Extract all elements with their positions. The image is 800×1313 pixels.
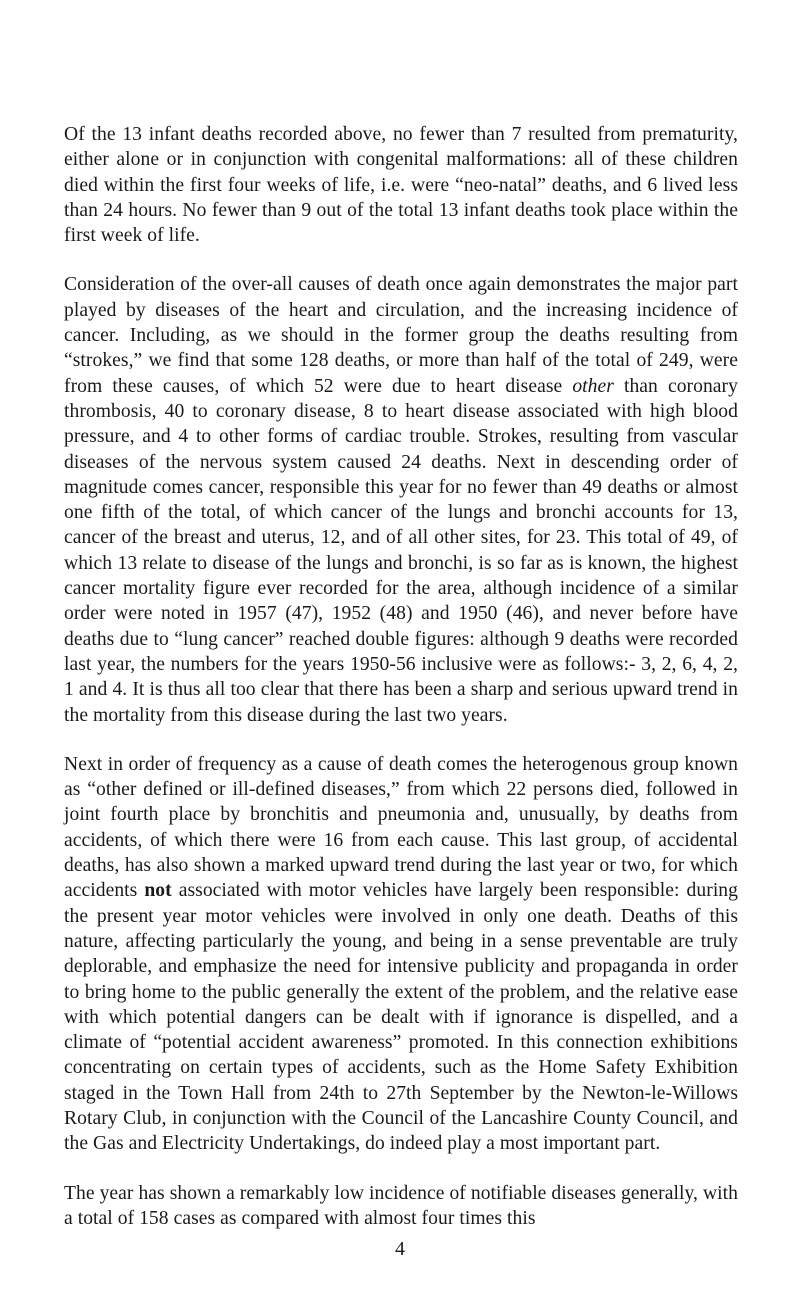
page-number: 4 xyxy=(395,1238,405,1260)
paragraph-text: associated with motor vehicles have largely been responsible: during the present year motor vehicles were involved in only one death. Deaths of this nature, affecting particularly the young, and being in a sense preventable are truly deplorable, and emphasize the need for intensive publicity and propaganda in order to bring home to the public generally the extent of the problem, and the relative ease with which potential dangers can be dealt with if ignorance is dispelled, and a climate of “potential accident awareness” promoted. In this connection exhibitions concentrating on certain types of accidents, such as the Home Safety Exhibition staged in the Town Hall from 24th to 27th September by the Newton-le-Willows Rotary Club, in conjunction with the Council of the Lancashire County Council, and the Gas and Electricity Undertakings, do indeed play a most important part. xyxy=(64,880,739,1155)
bold-text: not xyxy=(144,880,172,902)
paragraph-text: Consideration of the over-all causes of death once again demonstrates the major part played by diseases of the heart and circulation, and the increasing incidence of cancer. Including, as we should in the former group the deaths resulting from “strokes,” we find that some 128 deaths, or more than half of the total of 249, were from these causes, of which 52 were due to heart disease xyxy=(64,274,738,397)
paragraph-text: Of the 13 infant deaths recorded above, no fewer than 7 resulted from prematurity, either alone or in conjunction with congenital malformations: all of these children died within the first four weeks of life, i.e. were “neo-natal” deaths, and 6 lived less than 24 hours. No fewer than 9 out of the total 13 infant deaths took place within the first week of life. xyxy=(64,124,738,247)
paragraph-infant-deaths xyxy=(64,122,738,248)
paragraph-text: than coronary thrombosis, 40 to coronary disease, 8 to heart disease associated with high blood pressure, and 4 to other forms of cardiac trouble. Strokes, resulting from vascular diseases of the nervous system caused 24 deaths. Next in descending order of magnitude comes cancer, responsible this year for no fewer than 49 deaths or almost one fifth of the total, of which cancer of the lungs and bronchi accounts for 13, cancer of the breast and uterus, 12, and of all other sites, for 23. This total of 49, of which 13 relate to disease of the lungs and bronchi, is so far as is known, the highest cancer mortality figure ever recorded for the area, although incidence of a similar order were noted in 1957 (47), 1952 (48) and 1950 (46), and never before have deaths due to “lung cancer” reached double figures: although 9 deaths were recorded last year, the numbers for the years 1950-56 inclusive were as follows:- 3, 2, 6, 4, 2, 1 and 4. It is thus all too clear that there has been a sharp and serious upward trend in the mortality from this disease during the last two years. xyxy=(64,375,738,726)
document-page xyxy=(64,122,738,1255)
emphasis-text: other xyxy=(572,375,614,397)
paragraph-accidents xyxy=(64,752,738,1157)
paragraph-text: Next in order of frequency as a cause of death comes the heterogenous group known as “other defined or ill-defined diseases,” from which 22 persons died, followed in joint fourth place by bronchitis and pneumonia and, unusually, by deaths from accidents, of which there were 16 from each cause. This last group, of accidental deaths, has also shown a marked upward trend during the last year or two, for which accidents xyxy=(64,753,738,902)
paragraph-text: The year has shown a remarkably low incidence of notifiable diseases generally, with a total of 158 cases as compared with almost four times this xyxy=(64,1182,738,1229)
paragraph-notifiable-diseases xyxy=(64,1181,738,1232)
paragraph-causes-of-death xyxy=(64,272,738,727)
